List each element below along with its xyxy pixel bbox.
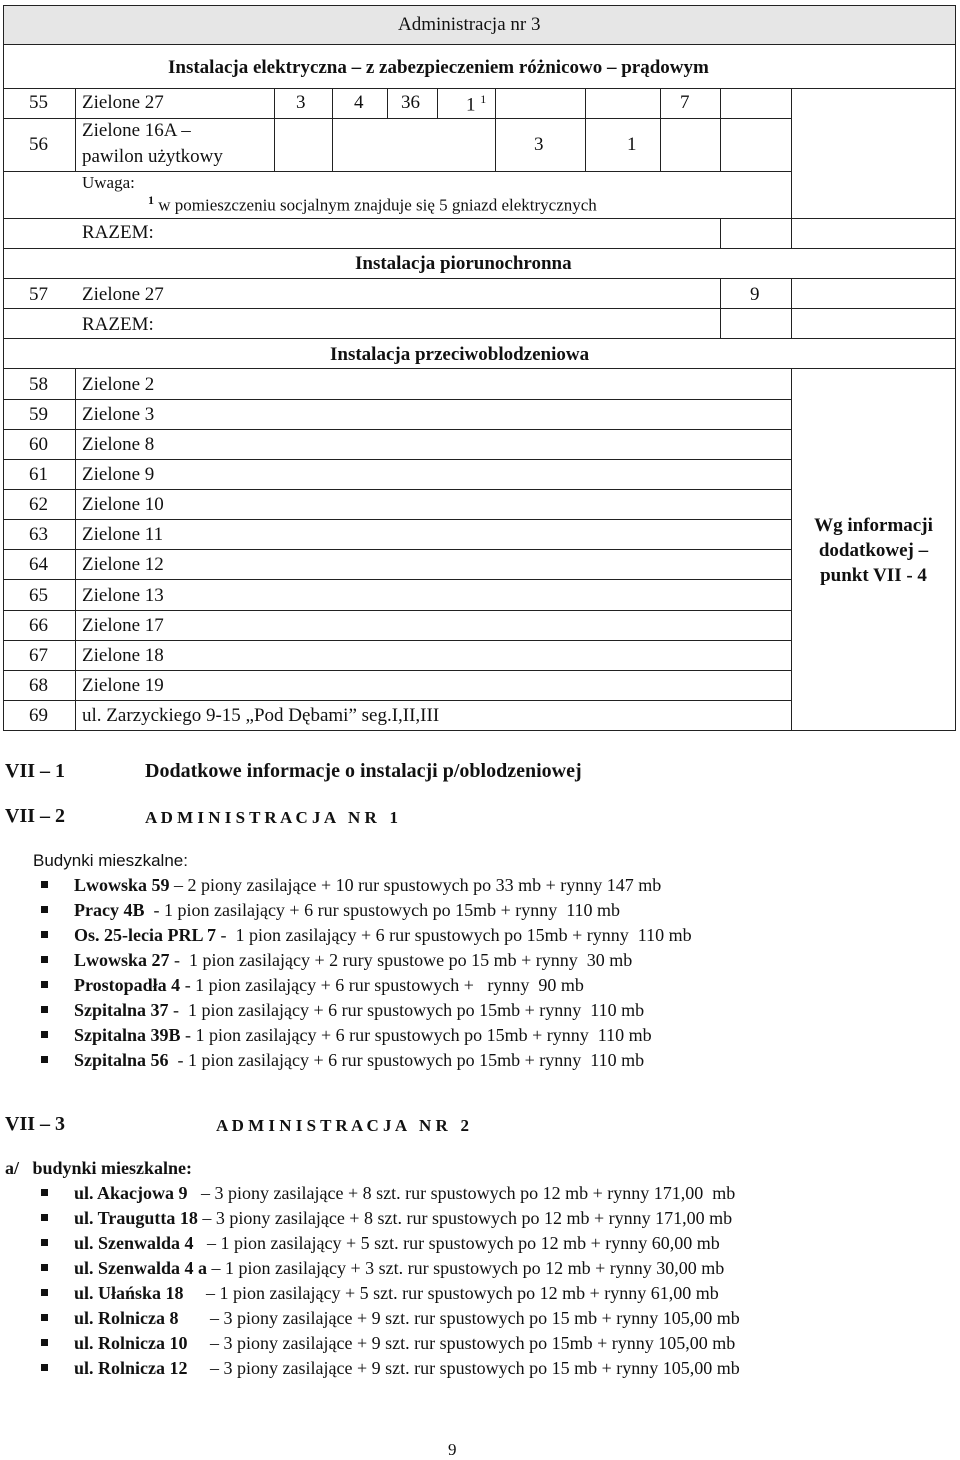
antiice-row-no: 60	[29, 434, 48, 455]
row-55-c4: 1 $^1$	[466, 92, 487, 116]
antiice-row-address: Zielone 12	[82, 554, 164, 575]
section-title-lightning: Instalacja piorunochronna	[355, 253, 572, 274]
row-55-address: Zielone 27	[82, 92, 164, 113]
section-vii1-label: VII – 1	[5, 760, 66, 782]
list-item: Os. 25-lecia PRL 7 - 1 pion zasilający + 6 rur spustowych po 15mb + rynny 110 mb	[74, 925, 692, 945]
bullet-icon	[41, 1314, 48, 1321]
bullet-icon	[41, 931, 48, 938]
list-item: ul. Rolnicza 12 – 3 piony zasilające + 9 szt. rur spustowych po 15 mb + rynny 105,00 mb	[74, 1358, 740, 1378]
page-number: 9	[448, 1440, 457, 1459]
row-55-c5: 7	[680, 92, 690, 113]
antiice-row-address: Zielone 8	[82, 434, 155, 455]
bullet-icon	[41, 1364, 48, 1371]
row-57-no: 57	[29, 284, 48, 305]
antiice-row-no: 65	[29, 585, 48, 606]
bullet-icon	[41, 1189, 48, 1196]
list-item: Lwowska 27 - 1 pion zasilający + 2 rury spustowe po 15 mb + rynny 30 mb	[74, 950, 633, 970]
bullet-icon	[41, 956, 48, 963]
section-vii3-title: A D M I N I S T R A C J A N R 2	[216, 1116, 470, 1135]
note-text: $^1$ w pomieszczeniu socjalnym znajduje się 5 gniazd elektrycznych	[148, 193, 597, 215]
bullet-icon	[41, 1006, 48, 1013]
list-item: ul. Traugutta 18 – 3 piony zasilające + 8 szt. rur spustowych po 12 mb + rynny 171,00 mb	[74, 1208, 733, 1228]
row-55-c2: 4	[354, 92, 364, 113]
bullet-icon	[41, 1264, 48, 1271]
antiice-row-no: 67	[29, 645, 48, 666]
list-item: ul. Rolnicza 10 – 3 piony zasilające + 9 szt. rur spustowych po 15mb + rynny 105,00 mb	[74, 1333, 736, 1353]
list-item: Szpitalna 37 - 1 pion zasilający + 6 rur spustowych po 15mb + rynny 110 mb	[74, 1000, 645, 1020]
section-vii3-subtitle: a/ budynki mieszkalne:	[5, 1158, 193, 1178]
list-item: ul. Szenwalda 4 – 1 pion zasilający + 5 szt. rur spustowych po 12 mb + rynny 60,00 mb	[74, 1233, 720, 1253]
antiice-row-no: 62	[29, 494, 48, 515]
antiice-row-no: 59	[29, 404, 48, 425]
section-title-electric: Instalacja elektryczna – z zabezpieczeniem różnicowo – prądowym	[168, 57, 709, 78]
row-57-value: 9	[750, 284, 760, 305]
antiice-row-address: Zielone 13	[82, 585, 164, 606]
list-item: Szpitalna 39B - 1 pion zasilający + 6 rur spustowych po 15mb + rynny 110 mb	[74, 1025, 652, 1045]
section-vii2-title: A D M I N I S T R A C J A N R 1	[145, 808, 399, 827]
razem-electric: RAZEM:	[82, 222, 154, 243]
list-item: ul. Ułańska 18 – 1 pion zasilający + 5 szt. rur spustowych po 12 mb + rynny 61,00 mb	[74, 1283, 719, 1303]
antiice-row-address: Zielone 18	[82, 645, 164, 666]
bullet-icon	[41, 1339, 48, 1346]
admin-title: Administracja nr 3	[398, 14, 541, 35]
section-vii1-title: Dodatkowe informacje o instalacji p/oblodzeniowej	[145, 760, 582, 782]
antiice-row-address: Zielone 19	[82, 675, 164, 696]
section-title-antiice: Instalacja przeciwoblodzeniowa	[330, 344, 590, 365]
row-56-address-line2: pawilon użytkowy	[82, 146, 223, 167]
antiice-row-no: 68	[29, 675, 48, 696]
bullet-icon	[41, 906, 48, 913]
bullet-icon	[41, 1214, 48, 1221]
note-label: Uwaga:	[82, 173, 135, 192]
bullet-icon	[41, 1031, 48, 1038]
row-55-c1: 3	[296, 92, 306, 113]
side-note: Wg informacji dodatkowej – punkt VII - 4	[814, 515, 933, 586]
list-item: ul. Akacjowa 9 – 3 piony zasilające + 8 szt. rur spustowych po 12 mb + rynny 171,00 mb	[74, 1183, 736, 1203]
list-item: Szpitalna 56 - 1 pion zasilający + 6 rur spustowych po 15mb + rynny 110 mb	[74, 1050, 645, 1070]
row-55-c3: 36	[401, 92, 420, 113]
section-vii2-label: VII – 2	[5, 805, 66, 827]
antiice-row-address: Zielone 2	[82, 374, 155, 395]
list-item: Prostopadła 4 - 1 pion zasilający + 6 rur spustowych + rynny 90 mb	[74, 975, 584, 995]
antiice-row-no: 63	[29, 524, 48, 545]
list-item: Pracy 4B - 1 pion zasilający + 6 rur spustowych po 15mb + rynny 110 mb	[74, 900, 621, 920]
bullet-icon	[41, 881, 48, 888]
antiice-row-no: 66	[29, 615, 48, 636]
bullet-icon	[41, 1289, 48, 1296]
antiice-row-no: 64	[29, 554, 48, 575]
bullet-icon	[41, 981, 48, 988]
section-vii3-label: VII – 3	[5, 1113, 66, 1135]
list-item: ul. Szenwalda 4 a – 1 pion zasilający + 3 szt. rur spustowych po 12 mb + rynny 30,00 mb	[74, 1258, 725, 1278]
antiice-row-address: Zielone 3	[82, 404, 155, 425]
row-56-address-line1: Zielone 16A –	[82, 120, 191, 141]
antiice-row-address: Zielone 9	[82, 464, 155, 485]
antiice-row-address: Zielone 11	[82, 524, 164, 545]
antiice-row-address: Zielone 10	[82, 494, 164, 515]
list-item: Lwowska 59 – 2 piony zasilające + 10 rur spustowych po 33 mb + rynny 147 mb	[74, 875, 662, 895]
antiice-row-address: Zielone 17	[82, 615, 164, 636]
row-57-address: Zielone 27	[82, 284, 164, 305]
section-vii2-subtitle: Budynki mieszkalne:	[33, 851, 188, 870]
row-55-no: 55	[29, 92, 48, 113]
row-56-c3: 3	[534, 134, 544, 155]
bullet-icon	[41, 1239, 48, 1246]
razem-lightning: RAZEM:	[82, 314, 154, 335]
antiice-row-no: 61	[29, 464, 48, 485]
antiice-row-no: 58	[29, 374, 48, 395]
bullet-icon	[41, 1056, 48, 1063]
row-56-c4: 1	[627, 134, 637, 155]
antiice-row-address: ul. Zarzyckiego 9-15 „Pod Dębami” seg.I,II,III	[82, 705, 440, 726]
row-56-no: 56	[29, 134, 48, 155]
list-item: ul. Rolnicza 8 – 3 piony zasilające + 9 szt. rur spustowych po 15 mb + rynny 105,00 mb	[74, 1308, 740, 1328]
antiice-row-no: 69	[29, 705, 48, 726]
